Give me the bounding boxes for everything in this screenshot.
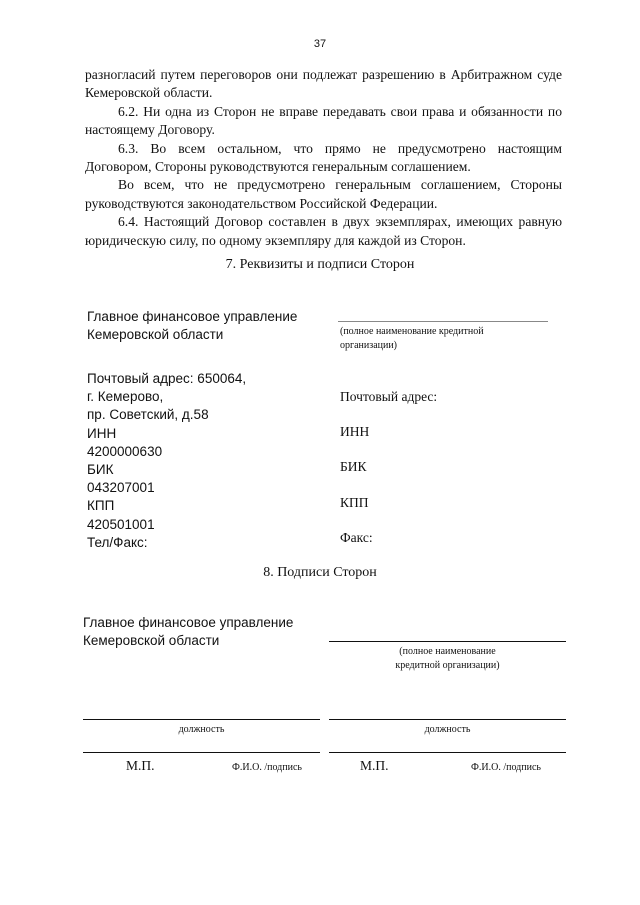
- section-8-heading: 8. Подписи Сторон: [263, 565, 377, 580]
- left-stamp-label: М.П.: [126, 758, 155, 773]
- right-name-signature-caption: Ф.И.О. /подпись: [471, 762, 541, 773]
- right-position-caption: должность: [424, 724, 471, 735]
- org-name-line2: Кемеровской области: [83, 633, 220, 649]
- left-signature-line: [83, 752, 320, 753]
- page-number: 37: [313, 38, 327, 50]
- inn-label: ИНН: [87, 425, 117, 441]
- address-line2: г. Кемерово,: [87, 389, 164, 405]
- address-line1: Почтовый адрес: 650064,: [87, 371, 247, 386]
- kpp-label: КПП: [87, 498, 115, 514]
- section-7-heading: 7. Реквизиты и подписи Сторон: [225, 257, 415, 272]
- left-position-caption: должность: [178, 724, 225, 735]
- paragraph-6-2: 6.2. Ни одна из Сторон не вправе передавать свои права и обязанности по настоящему Договору.: [85, 103, 562, 138]
- bank-kpp-label: КПП: [340, 495, 369, 510]
- bank-fax-label: Факс:: [340, 530, 373, 545]
- paragraph-6-3: 6.3. Во всем остальном, что прямо не предусмотрено настоящим Договором, Стороны руководствуются генеральным соглашением.: [85, 140, 562, 175]
- right-stamp-label: М.П.: [360, 758, 389, 773]
- address-line3: пр. Советский, д.58: [87, 407, 209, 423]
- org-name-line2: Кемеровской области: [87, 327, 224, 343]
- bank-bik-label: БИК: [340, 459, 367, 474]
- bank-address-label: Почтовый адрес:: [340, 389, 438, 404]
- inn-value: 4200000630: [87, 443, 163, 459]
- left-name-signature-caption: Ф.И.О. /подпись: [232, 762, 302, 773]
- bik-label: БИК: [87, 462, 114, 478]
- org-name-line1: Главное финансовое управление: [83, 615, 294, 630]
- bank-name-caption-8: (полное наименование кредитной организации): [395, 646, 500, 671]
- contract-body: [85, 66, 562, 250]
- paragraph-6-4: 6.4. Настоящий Договор составлен в двух экземплярах, имеющих равную юридическую силу, по одному экземпляру для каждой из Сторон.: [85, 214, 562, 248]
- bik-value: 043207001: [87, 480, 155, 496]
- kpp-value: 420501001: [87, 516, 155, 532]
- right-signature-line: [329, 752, 566, 753]
- section-7-left-details: [87, 370, 246, 552]
- phone-fax-label: Тел/Факс:: [87, 534, 148, 550]
- right-position-line: [329, 719, 566, 720]
- left-position-line: [83, 719, 320, 720]
- bank-name-caption: (полное наименование кредитной организации): [340, 326, 484, 351]
- bank-name-signature-line: [329, 641, 566, 642]
- bank-inn-label: ИНН: [340, 424, 370, 439]
- paragraph-6-3-continued: Во всем, что не предусмотрено генеральным соглашением, Стороны руководствуются законодательством Российской Федерации.: [85, 177, 562, 211]
- bank-name-line: [338, 321, 548, 322]
- org-name-line1: Главное финансовое управление: [87, 309, 298, 324]
- section-8-left-org: [83, 614, 293, 650]
- section-7-left-org: [87, 308, 297, 344]
- paragraph-6-1-continued: разногласий путем переговоров они подлежат разрешению в Арбитражном суде Кемеровской области.: [85, 67, 562, 101]
